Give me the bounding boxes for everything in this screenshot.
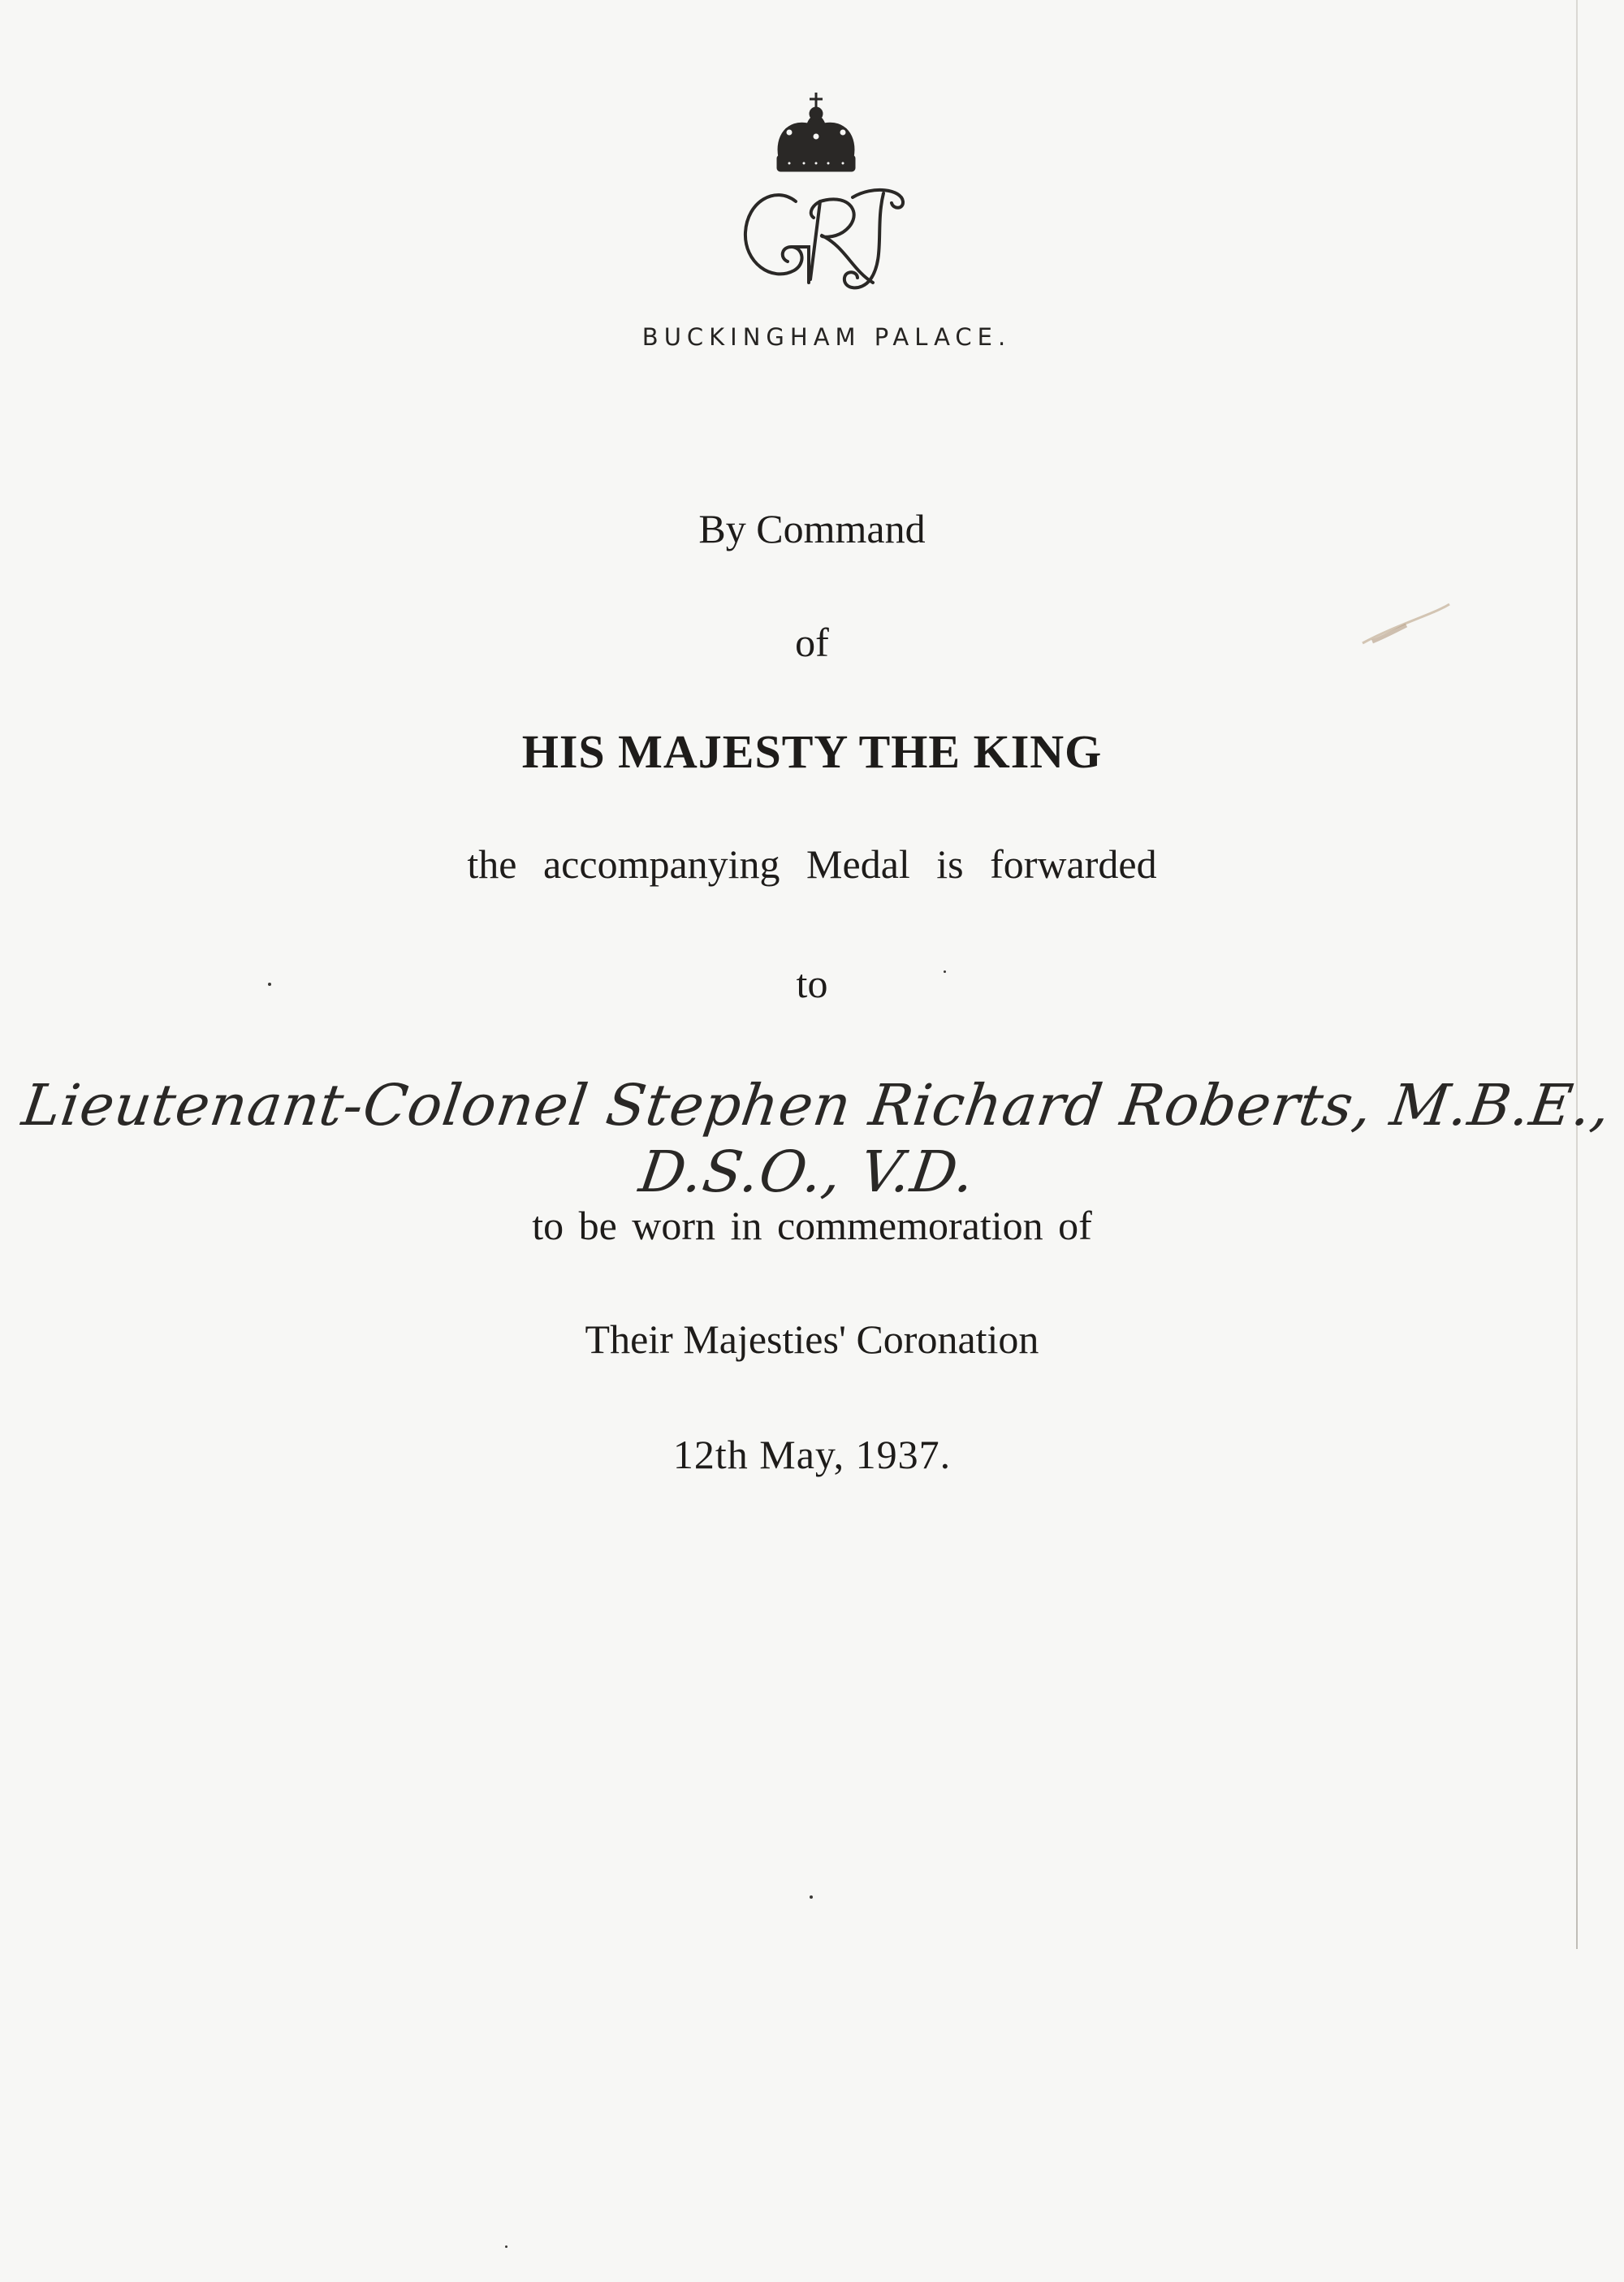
paper-speck bbox=[944, 970, 946, 973]
recipient-handwritten-name: Lieutenant-Colonel Stephen Richard Roberts, M.B.E., D.S.O., V.D. bbox=[18, 1072, 1616, 1205]
by-command-line: By Command bbox=[698, 506, 926, 551]
his-majesty-heading: HIS MAJESTY THE KING bbox=[521, 725, 1103, 778]
paper-scuff-mark bbox=[1356, 601, 1453, 650]
address-text: BUCKINGHAM PALACE. bbox=[641, 323, 1012, 351]
date-line: 12th May, 1937. bbox=[672, 1432, 952, 1477]
paper-speck bbox=[810, 1895, 813, 1899]
royal-cypher-icon bbox=[731, 88, 926, 307]
coronation-line: Their Majesties' Coronation bbox=[585, 1316, 1039, 1362]
gri-monogram-icon bbox=[745, 190, 903, 287]
paper-speck bbox=[505, 2245, 508, 2248]
palace-address bbox=[0, 323, 1624, 351]
medal-forwarded-line: the accompanying Medal is forwarded bbox=[467, 841, 1157, 887]
of-line: of bbox=[795, 620, 829, 665]
paper-speck bbox=[268, 983, 271, 986]
to-line: to bbox=[796, 961, 828, 1006]
crown-icon bbox=[778, 93, 854, 171]
commemoration-line: to be worn in commemoration of bbox=[532, 1203, 1092, 1248]
